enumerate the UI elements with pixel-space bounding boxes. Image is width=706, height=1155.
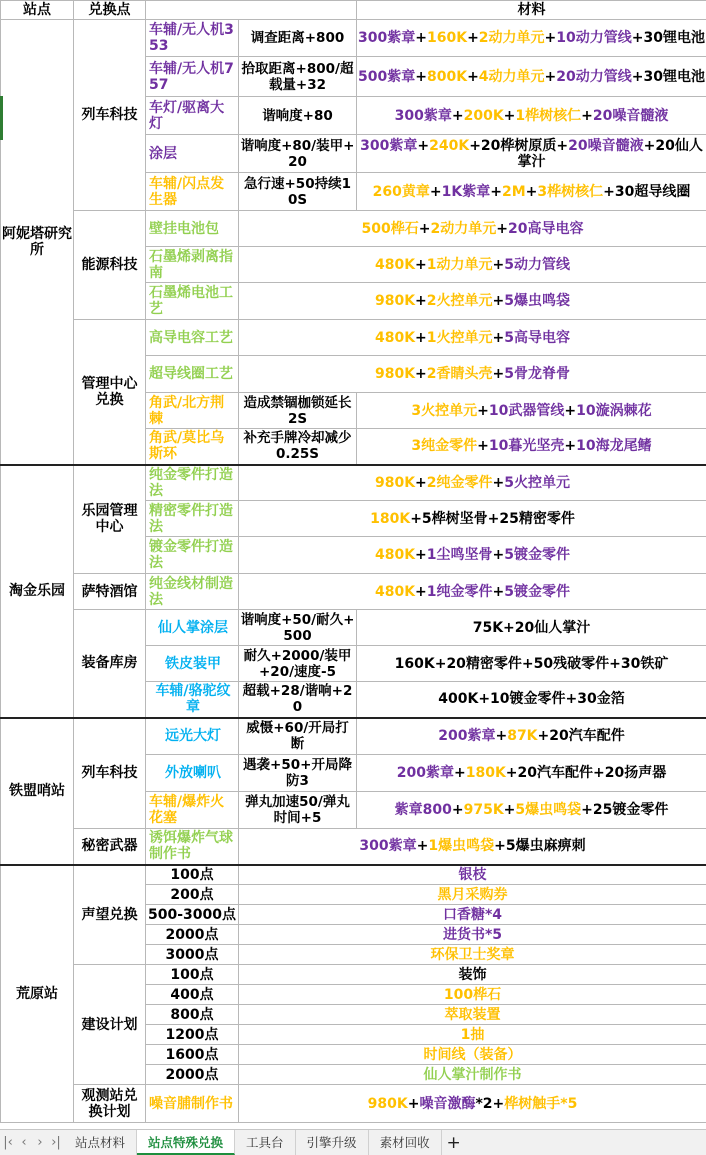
exchange-cell[interactable]: 秘密武器 (74, 829, 146, 865)
material-segment: 5火控单元 (504, 474, 571, 491)
material-segment: +5爆虫麻痹刺 (494, 838, 586, 855)
table-row (1, 610, 706, 646)
table-row (1, 574, 706, 610)
reward-cell[interactable] (239, 1005, 706, 1025)
material-segment: 进货书*5 (442, 926, 503, 943)
material-segment: + (453, 765, 466, 781)
material-segment: + (544, 68, 557, 85)
materials-cell[interactable] (357, 20, 706, 57)
item-name-cell[interactable]: 精密零件打造法 (146, 501, 239, 537)
material-segment: 500桦石 (361, 220, 419, 237)
material-segment: + (415, 293, 427, 309)
material-segment: 银枝 (458, 866, 487, 883)
material-segment: +25镀金零件 (581, 802, 669, 818)
points-cell[interactable]: 500-3000点 (146, 905, 239, 925)
materials-cell[interactable] (239, 574, 706, 610)
material-segment: + (492, 583, 505, 600)
materials-cell[interactable] (357, 429, 706, 465)
material-segment: 20动力管线 (556, 68, 632, 85)
material-segment: + (415, 583, 427, 600)
materials-cell[interactable] (357, 393, 706, 429)
materials-cell[interactable] (239, 501, 706, 537)
materials-cell[interactable] (357, 755, 706, 792)
station-cell[interactable]: 淘金乐园 (1, 465, 74, 718)
material-segment: +5桦树坚骨+25精密零件 (410, 510, 575, 527)
materials-cell[interactable] (239, 1085, 706, 1123)
material-segment: + (544, 30, 557, 46)
first-sheet-icon[interactable]: |‹ (3, 1135, 13, 1150)
material-segment: 75K+20仙人掌汁 (472, 619, 591, 636)
material-segment: 400K+10镀金零件+30金箔 (438, 691, 625, 708)
prev-sheet-icon[interactable]: ‹ (21, 1135, 27, 1150)
materials-cell[interactable] (239, 356, 706, 393)
material-segment: 240K (429, 137, 470, 154)
material-segment: + (415, 474, 427, 491)
material-segment: 1爆虫鸣袋 (428, 838, 495, 855)
material-segment: 2动力单元 (430, 220, 497, 237)
material-segment: 5爆虫鸣袋 (504, 293, 571, 309)
effect-cell[interactable]: 弹丸加速50/弹丸时间+5 (239, 792, 357, 829)
material-segment: + (581, 107, 593, 124)
material-segment: +30锂电池 (631, 30, 705, 46)
material-segment: +20仙人掌汁 (517, 137, 703, 170)
material-segment: + (492, 293, 505, 309)
sheet-tab-bar (0, 1129, 706, 1155)
materials-cell[interactable] (239, 537, 706, 574)
effect-cell[interactable]: 威慑+60/开局打断 (239, 718, 357, 755)
material-segment: 20高导电容 (507, 220, 584, 237)
material-segment: + (492, 547, 505, 563)
effect-cell[interactable]: 造成禁锢枷锁延长2S (239, 393, 357, 429)
table-row (1, 320, 706, 356)
material-segment: 10暮光坚壳 (488, 438, 565, 455)
material-segment: + (417, 137, 430, 154)
material-segment: 10武器管线 (488, 402, 565, 419)
material-segment: + (407, 1095, 420, 1112)
header-row (1, 1, 706, 20)
material-segment: 5爆虫鸣袋 (515, 802, 582, 818)
exchange-cell[interactable]: 观测站兑换计划 (74, 1085, 146, 1123)
material-segment: 噪音激酶 (419, 1095, 476, 1112)
station-cell[interactable]: 阿妮塔研究所 (1, 20, 74, 465)
materials-cell[interactable] (357, 97, 706, 135)
reward-cell[interactable] (239, 945, 706, 965)
materials-cell[interactable] (357, 610, 706, 646)
material-segment: 980K (374, 366, 416, 382)
row-selection-marker (0, 96, 3, 140)
item-name-cell[interactable]: 车辅/无人机757 (146, 57, 239, 97)
material-segment: + (492, 366, 505, 382)
material-segment: 3纯金零件 (411, 438, 478, 455)
material-segment: 260黄章 (372, 183, 430, 200)
materials-cell[interactable] (239, 320, 706, 356)
material-segment: 环保卫士奖章 (430, 946, 515, 963)
effect-cell[interactable]: 谐响度+50/耐久+500 (239, 610, 357, 646)
last-sheet-icon[interactable]: ›| (51, 1135, 61, 1150)
item-name-cell[interactable]: 镀金零件打造法 (146, 537, 239, 574)
material-segment: 桦树触手*5 (504, 1095, 578, 1112)
header-exchange[interactable]: 兑换点 (74, 1, 146, 20)
material-segment: 300紫章 (359, 838, 417, 855)
effect-cell[interactable]: 谐响度+80/装甲+20 (239, 135, 357, 173)
material-segment: 5动力管线 (504, 256, 571, 273)
material-segment: 装饰 (458, 966, 487, 983)
material-segment: 仙人掌汁制作书 (423, 1066, 522, 1083)
header-materials[interactable]: 材料 (357, 1, 706, 20)
materials-cell[interactable] (357, 57, 706, 97)
item-name-cell[interactable]: 车辅/无人机353 (146, 20, 239, 57)
material-segment: + (451, 107, 464, 124)
materials-cell[interactable] (239, 465, 706, 501)
table-row (1, 865, 706, 885)
material-segment: 20噪音髓液 (568, 137, 644, 154)
points-cell[interactable]: 400点 (146, 985, 239, 1005)
material-segment: 10漩涡棘花 (576, 402, 652, 419)
material-segment: 口香糖*4 (442, 906, 503, 923)
item-name-cell[interactable]: 车辅/骆驼纹章 (146, 682, 239, 718)
next-sheet-icon[interactable]: › (37, 1135, 43, 1150)
material-segment: 4动力单元 (478, 68, 545, 85)
item-name-cell[interactable]: 涂层 (146, 135, 239, 173)
effect-cell[interactable]: 补充手牌冷却减少0.25S (239, 429, 357, 465)
material-segment: + (451, 802, 464, 818)
effect-cell[interactable]: 遇袭+50+开局降防3 (239, 755, 357, 792)
material-segment: 1K紫章 (441, 183, 491, 200)
materials-cell[interactable] (239, 829, 706, 865)
sheet-tab[interactable]: 引擎升级 (296, 1130, 369, 1155)
table-row (1, 829, 706, 865)
points-cell[interactable]: 200点 (146, 885, 239, 905)
header-station[interactable]: 站点 (1, 1, 74, 20)
materials-cell[interactable] (357, 792, 706, 829)
material-segment: + (415, 366, 427, 382)
material-segment: + (503, 802, 516, 818)
material-segment: 黑月采购券 (437, 886, 508, 903)
item-name-cell[interactable]: 车灯/驱离大灯 (146, 97, 239, 135)
exchange-cell[interactable]: 管理中心兑换 (74, 320, 146, 465)
item-name-cell[interactable]: 纯金线材制造法 (146, 574, 239, 610)
item-name-cell[interactable]: 车辅/爆炸火花塞 (146, 792, 239, 829)
item-name-cell[interactable]: 诱饵爆炸气球制作书 (146, 829, 239, 865)
exchange-cell[interactable]: 乐园管理中心 (74, 465, 146, 574)
material-segment: 5高导电容 (504, 329, 571, 346)
material-segment: 1抽 (460, 1026, 485, 1043)
material-segment: + (416, 838, 429, 855)
material-segment: +20汽车配件 (537, 728, 625, 745)
material-segment: 1桦树核仁 (515, 107, 582, 124)
exchange-cell[interactable]: 列车科技 (74, 718, 146, 829)
material-segment: + (492, 474, 505, 491)
material-segment: 975K (463, 802, 504, 818)
material-segment: + (415, 547, 427, 563)
material-segment: 时间线（装备） (423, 1046, 522, 1063)
points-cell[interactable]: 2000点 (146, 1065, 239, 1085)
materials-cell[interactable] (357, 173, 706, 211)
sheet-tab[interactable]: 站点特殊兑换 (137, 1130, 235, 1155)
item-name-cell[interactable]: 石墨烯电池工艺 (146, 283, 239, 320)
item-name-cell[interactable]: 噪音脯制作书 (146, 1085, 239, 1123)
exchange-cell[interactable]: 列车科技 (74, 20, 146, 211)
material-segment: + (415, 68, 427, 85)
reward-cell[interactable] (239, 1045, 706, 1065)
material-segment: + (492, 256, 505, 273)
points-cell[interactable]: 800点 (146, 1005, 239, 1025)
material-segment: + (429, 183, 442, 200)
item-name-cell[interactable]: 角武/莫比乌斯环 (146, 429, 239, 465)
sheet-tab[interactable]: 素材回收 (369, 1130, 442, 1155)
effect-cell[interactable]: 调查距离+800 (239, 20, 357, 57)
material-segment: 5镀金零件 (504, 547, 571, 563)
reward-cell[interactable] (239, 865, 706, 885)
table-row (1, 211, 706, 247)
effect-cell[interactable]: 拾取距离+800/超载量+32 (239, 57, 357, 97)
item-name-cell[interactable]: 石墨烯剥离指南 (146, 247, 239, 283)
material-segment: +30超导线圈 (603, 183, 691, 200)
material-segment: 480K (374, 329, 416, 346)
material-segment: 3火控单元 (411, 402, 478, 419)
points-cell[interactable]: 100点 (146, 865, 239, 885)
material-segment: 87K (507, 728, 538, 745)
material-segment: 980K (367, 1095, 408, 1112)
effect-cell[interactable]: 急行速+50持续10S (239, 173, 357, 211)
material-segment: + (415, 30, 427, 46)
material-segment: 10海龙尾鳍 (576, 438, 652, 455)
materials-cell[interactable] (357, 646, 706, 682)
add-sheet-icon[interactable]: + (446, 1132, 461, 1153)
table-row (1, 465, 706, 501)
points-cell[interactable]: 3000点 (146, 945, 239, 965)
material-segment: *2+ (475, 1095, 505, 1112)
effect-cell[interactable]: 超载+28/谐响+20 (239, 682, 357, 718)
table-row (1, 1085, 706, 1123)
material-segment: + (490, 183, 502, 200)
effect-cell[interactable]: 耐久+2000/装甲+20/速度-5 (239, 646, 357, 682)
material-segment: 10动力管线 (556, 30, 632, 46)
material-segment: 200K (463, 107, 504, 124)
materials-cell[interactable] (239, 211, 706, 247)
material-segment: 980K (374, 293, 416, 309)
exchange-cell[interactable]: 萨特酒馆 (74, 574, 146, 610)
points-cell[interactable]: 2000点 (146, 925, 239, 945)
table-row (1, 20, 706, 57)
material-segment: 1动力单元 (426, 256, 493, 273)
item-name-cell[interactable]: 外放喇叭 (146, 755, 239, 792)
material-segment: + (495, 728, 508, 745)
material-segment: + (477, 438, 489, 455)
material-segment: + (418, 220, 431, 237)
exchange-cell[interactable]: 建设计划 (74, 965, 146, 1085)
item-name-cell[interactable]: 纯金零件打造法 (146, 465, 239, 501)
item-name-cell[interactable]: 铁皮装甲 (146, 646, 239, 682)
material-segment: 2M (501, 183, 526, 200)
item-name-cell[interactable]: 仙人掌涂层 (146, 610, 239, 646)
material-segment: 2纯金零件 (426, 474, 493, 491)
item-name-cell[interactable]: 车辅/闪点发生器 (146, 173, 239, 211)
material-segment: + (525, 183, 538, 200)
reward-cell[interactable] (239, 925, 706, 945)
material-segment: 2火控单元 (426, 293, 493, 309)
material-segment: + (415, 256, 427, 273)
materials-cell[interactable] (239, 247, 706, 283)
material-segment: 300紫章 (358, 30, 416, 46)
material-segment: 180K (465, 765, 506, 781)
material-segment: + (564, 402, 577, 419)
material-segment: 980K (374, 474, 416, 491)
station-cell[interactable]: 荒原站 (1, 865, 74, 1123)
material-segment: + (467, 30, 479, 46)
material-segment: 180K (370, 510, 411, 527)
exchange-cell[interactable]: 声望兑换 (74, 865, 146, 965)
materials-cell[interactable] (357, 135, 706, 173)
materials-cell[interactable] (239, 283, 706, 320)
material-segment: 1纯金零件 (426, 583, 493, 600)
material-segment: 160K+20精密零件+50残破零件+30铁矿 (394, 655, 669, 672)
header-blank[interactable] (146, 1, 357, 20)
material-segment: 480K (374, 547, 416, 563)
material-segment: 5镀金零件 (504, 583, 571, 600)
reward-cell[interactable] (239, 905, 706, 925)
material-segment: 2动力单元 (478, 30, 545, 46)
reward-cell[interactable] (239, 985, 706, 1005)
item-name-cell[interactable]: 高导电容工艺 (146, 320, 239, 356)
points-cell[interactable]: 1200点 (146, 1025, 239, 1045)
reward-cell[interactable] (239, 1065, 706, 1085)
reward-cell[interactable] (239, 1025, 706, 1045)
material-segment: 160K (426, 30, 468, 46)
item-name-cell[interactable]: 远光大灯 (146, 718, 239, 755)
material-segment: +20桦树原质+ (469, 137, 569, 154)
table-row (1, 965, 706, 985)
exchange-cell[interactable]: 装备库房 (74, 610, 146, 718)
material-segment: 3桦树核仁 (537, 183, 604, 200)
material-segment: 800K (426, 68, 468, 85)
material-segment: 20噪音髓液 (592, 107, 669, 124)
item-name-cell[interactable]: 角武/北方荆棘 (146, 393, 239, 429)
item-name-cell[interactable]: 壁挂电池包 (146, 211, 239, 247)
material-segment: + (467, 68, 479, 85)
material-segment: +30锂电池 (631, 68, 705, 85)
material-segment: 300紫章 (360, 137, 418, 154)
material-segment: + (492, 329, 505, 346)
item-name-cell[interactable]: 超导线圈工艺 (146, 356, 239, 393)
material-segment: 300紫章 (394, 107, 452, 124)
reward-cell[interactable] (239, 885, 706, 905)
points-cell[interactable]: 100点 (146, 965, 239, 985)
reward-cell[interactable] (239, 965, 706, 985)
materials-cell[interactable] (357, 682, 706, 718)
material-segment: 萃取装置 (444, 1006, 501, 1023)
material-segment: + (415, 329, 427, 346)
exchange-cell[interactable]: 能源科技 (74, 211, 146, 320)
points-cell[interactable]: 1600点 (146, 1045, 239, 1065)
material-segment: + (564, 438, 577, 455)
table-row (1, 718, 706, 755)
material-segment: 200紫章 (396, 765, 454, 781)
material-segment: 5骨龙脊骨 (504, 366, 571, 382)
sheet-tab[interactable]: 站点材料 (64, 1130, 137, 1155)
material-segment: 100桦石 (443, 986, 502, 1003)
material-segment: + (477, 402, 489, 419)
material-segment: 1尘鸣坚骨 (426, 547, 493, 563)
material-segment: 480K (374, 583, 416, 600)
material-segment: 1火控单元 (426, 329, 493, 346)
sheet-tab[interactable]: 工具台 (235, 1130, 296, 1155)
material-segment: + (503, 107, 516, 124)
material-segment: 紫章800 (394, 802, 452, 818)
station-cell[interactable]: 铁盟哨站 (1, 718, 74, 865)
material-segment: +20汽车配件+20扬声器 (505, 765, 667, 781)
material-segment: 2香睛头壳 (426, 366, 493, 382)
materials-cell[interactable] (357, 718, 706, 755)
material-segment: 500紫章 (358, 68, 416, 85)
material-segment: 480K (374, 256, 416, 273)
effect-cell[interactable]: 谐响度+80 (239, 97, 357, 135)
material-segment: 200紫章 (438, 728, 496, 745)
material-segment: + (496, 220, 508, 237)
